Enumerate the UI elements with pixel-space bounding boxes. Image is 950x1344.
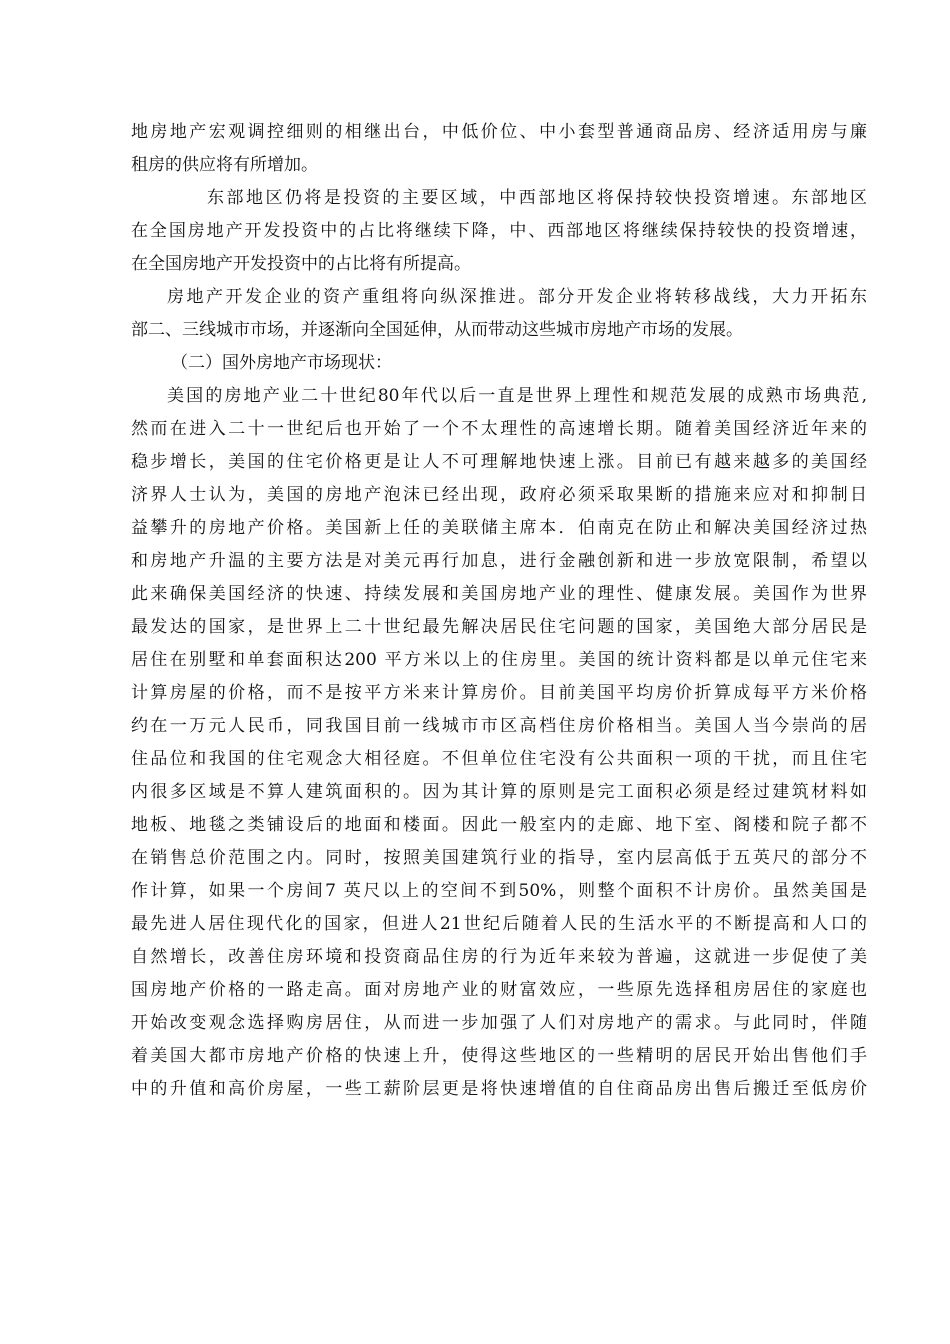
text-line: 租房的供应将有所增加。 (131, 155, 318, 175)
body-text (131, 116, 867, 1106)
section-heading: （二）国外房地产市场现状： (171, 353, 392, 373)
text-line: 稳步增长，美国的住宅价格更是让人不可理解地快速上涨。目前已有越来越多的美国经 (131, 452, 867, 472)
text-line: 地板、地毯之类铺设后的地面和楼面。因此一般室内的走廊、地下室、阁楼和院子都不 (131, 815, 867, 835)
text-line: 然而在进入二十一世纪后也开始了一个不太理性的高速增长期。随着美国经济近年来的 (131, 419, 867, 439)
text-line: 作计算，如果一个房间7 英尺以上的空间不到50%，则整个面积不计房价。虽然美国是 (131, 881, 867, 901)
text-line: 自然增长，改善住房环境和投资商品住房的行为近年来较为普遍，这就进一步促使了美 (131, 947, 867, 967)
text-line: 约在一万元人民币，同我国目前一线城市市区高档住房价格相当。美国人当今崇尚的居 (131, 716, 867, 736)
text-line: 着美国大都市房地产价格的快速上升，使得这些地区的一些精明的居民开始出售他们手 (131, 1046, 867, 1066)
text-line: 济界人士认为，美国的房地产泡沫已经出现，政府必须采取果断的措施来应对和抑制日 (131, 485, 867, 505)
text-line: 美国的房地产业二十世纪80年代以后一直是世界上理性和规范发展的成熟市场典范, (167, 386, 867, 406)
text-line: 中的升值和高价房屋，一些工薪阶层更是将快速增值的自住商品房出售后搬迁至低房价 (131, 1079, 867, 1099)
text-line: 部二、三线城市市场，并逐渐向全国延伸，从而带动这些城市房地产市场的发展。 (131, 320, 743, 340)
text-line: 计算房屋的价格，而不是按平方米来计算房价。目前美国平均房价折算成每平方米价格 (131, 683, 867, 703)
text-line: 开始改变观念选择购房居住，从而进一步加强了人们对房地产的需求。与此同时，伴随 (131, 1013, 867, 1033)
text-line: 最先进人居住现代化的国家，但进人21世纪后随着人民的生活水平的不断提高和人口的 (131, 914, 867, 934)
text-line: 东部地区仍将是投资的主要区域，中西部地区将保持较快投资增速。东部地区 (207, 188, 867, 208)
text-line: 国房地产价格的一路走高。面对房地产业的财富效应，一些原先选择租房居住的家庭也 (131, 980, 867, 1000)
text-line: 住品位和我国的住宅观念大相径庭。不但单位住宅没有公共面积一项的干扰，而且住宅 (131, 749, 867, 769)
text-line: 此来确保美国经济的快速、持续发展和美国房地产业的理性、健康发展。美国作为世界 (131, 584, 867, 604)
text-line: 地房地产宏观调控细则的相继出台，中低价位、中小套型普通商品房、经济适用房与廉 (131, 122, 867, 142)
text-line: 益攀升的房地产价格。美国新上任的美联储主席本．伯南克在防止和解决美国经济过热 (131, 518, 867, 538)
text-line: 在销售总价范围之内。同时，按照美国建筑行业的指导，室内层高低于五英尺的部分不 (131, 848, 867, 868)
text-line: 内很多区域是不算人建筑面积的。因为其计算的原则是完工面积必须是经过建筑材料如 (131, 782, 867, 802)
text-line: 和房地产升温的主要方法是对美元再行加息，进行金融创新和进一步放宽限制，希望以 (131, 551, 867, 571)
text-line: 房地产开发企业的资产重组将向纵深推进。部分开发企业将转移战线，大力开拓东 (167, 287, 867, 307)
text-line: 最发达的国家，是世界上二十世纪最先解决居民住宅问题的国家，美国绝大部分居民是 (131, 617, 867, 637)
text-line: 在全国房地产开发投资中的占比将有所提高。 (131, 254, 471, 274)
text-line: 居住在别墅和单套面积达200 平方米以上的住房里。美国的统计资料都是以单元住宅来 (131, 650, 867, 670)
text-line: 在全国房地产开发投资中的占比将继续下降，中、西部地区将继续保持较快的投资增速， (131, 221, 867, 241)
